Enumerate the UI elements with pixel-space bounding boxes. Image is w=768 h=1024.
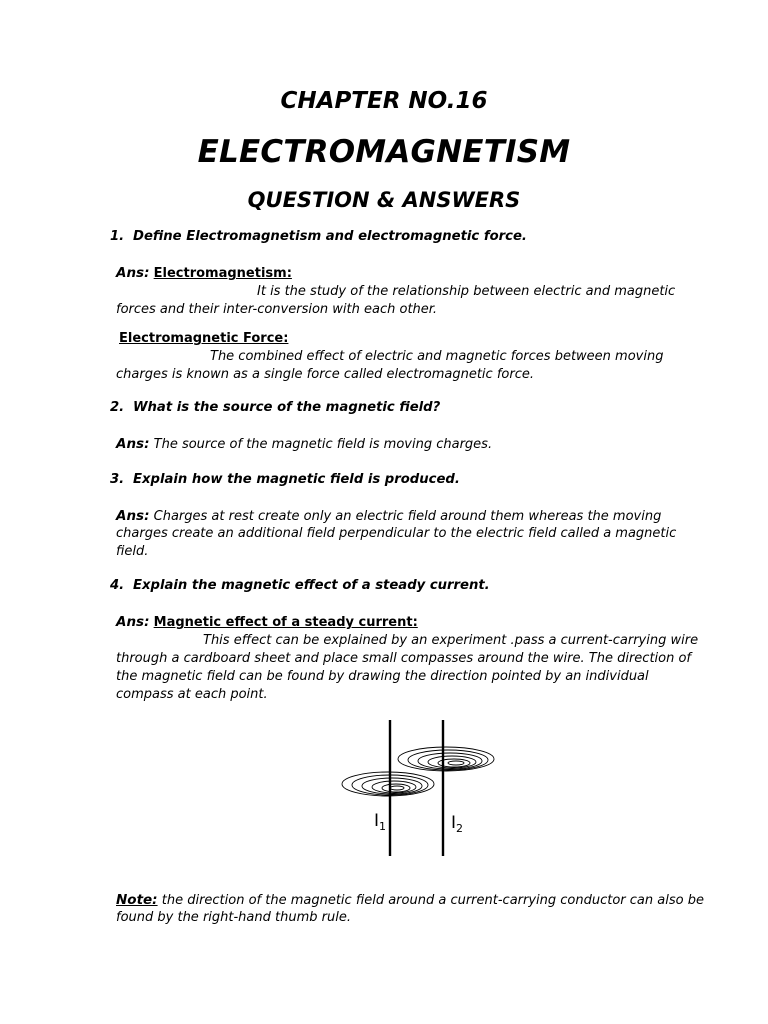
note-line-2: found by the right-hand thumb rule. [116, 910, 351, 925]
note-line-1 [116, 892, 704, 908]
answer-line: This effect can be explained by an experiment .pass a current-carrying wire [203, 633, 699, 648]
answer-line: The combined effect of electric and magnetic forces between moving [210, 349, 664, 364]
note-text: the direction of the magnetic field around a current-carrying conductor can also be [161, 893, 704, 908]
question-number: 4. [110, 578, 125, 593]
answer-1-heading [116, 265, 292, 281]
wire-2-label: $I_2$ [451, 813, 464, 835]
question-text: Define Electromagnetism and electromagnetic force. [133, 229, 527, 244]
answer-heading: Magnetic effect of a steady current: [153, 615, 418, 630]
answer-text: The source of the magnetic field is moving charges. [153, 437, 493, 452]
question-1 [110, 229, 527, 244]
field-lines-wire-1 [342, 772, 434, 796]
subject-title: ELECTROMAGNETISM [197, 134, 571, 170]
answer-3 [116, 508, 661, 524]
answer-label: Ans: [116, 265, 150, 281]
question-2 [110, 400, 440, 415]
question-text: Explain how the magnetic field is produced. [133, 472, 460, 487]
answer-line: forces and their inter-conversion with each other. [116, 302, 438, 317]
question-4 [110, 578, 490, 593]
note-label: Note: [116, 892, 158, 908]
answer-label: Ans: [116, 614, 150, 630]
answer-line: compass at each point. [116, 687, 268, 702]
answer-line: charges is known as a single force called electromagnetic force. [116, 367, 534, 382]
answer-line: charges create an additional field perpendicular to the electric field called a magnetic [116, 526, 677, 541]
wire-1-label: $I_1$ [374, 811, 387, 833]
answer-4-heading [116, 614, 418, 630]
answer-heading: Electromagnetism: [153, 266, 292, 281]
question-number: 1. [110, 229, 125, 244]
field-lines-wire-2 [398, 747, 494, 771]
answer-label: Ans: [116, 436, 150, 452]
question-3 [110, 472, 460, 487]
question-number: 3. [110, 472, 125, 487]
section-title: QUESTION & ANSWERS [247, 188, 521, 212]
question-text: What is the source of the magnetic field? [133, 400, 441, 415]
answer-label: Ans: [116, 508, 150, 524]
magnetic-field-figure [330, 712, 510, 862]
answer-line: It is the study of the relationship between electric and magnetic [257, 284, 676, 299]
chapter-title: CHAPTER NO.16 [280, 88, 488, 114]
question-text: Explain the magnetic effect of a steady current. [133, 578, 490, 593]
answer-line: field. [116, 544, 149, 559]
answer-1-subheading [119, 331, 288, 346]
answer-2 [116, 436, 492, 452]
answer-line: the magnetic field can be found by drawing the direction pointed by an individual [116, 669, 649, 684]
answer-line: through a cardboard sheet and place small compasses around the wire. The direction of [116, 651, 692, 666]
answer-heading: Electromagnetic Force: [119, 331, 289, 346]
question-number: 2. [110, 400, 125, 415]
answer-text: Charges at rest create only an electric field around them whereas the moving [153, 509, 662, 524]
